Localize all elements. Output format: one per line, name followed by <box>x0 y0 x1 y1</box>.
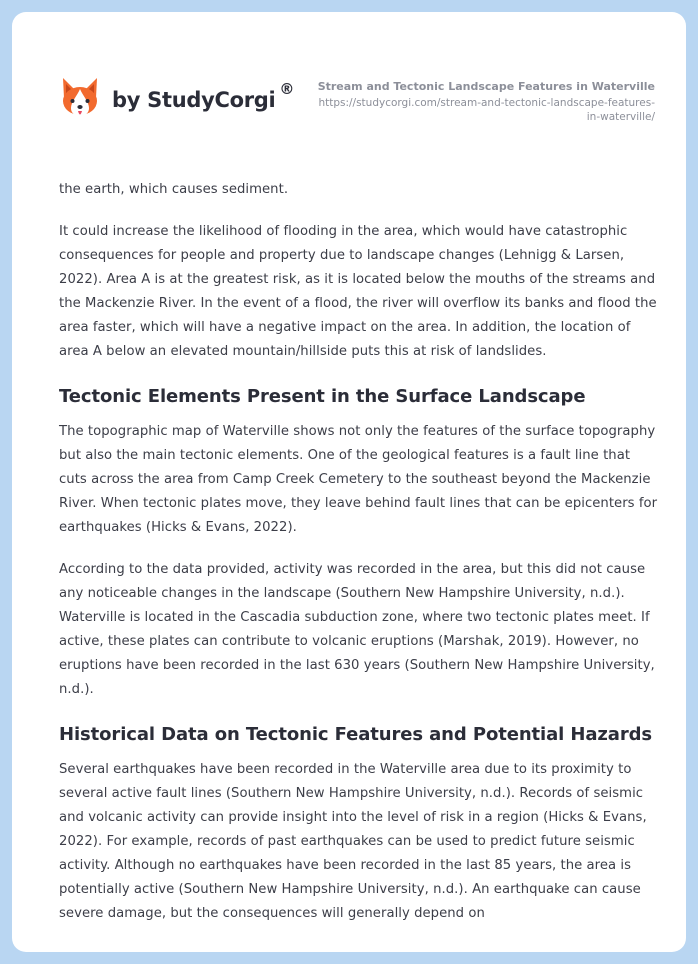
section-heading: Tectonic Elements Present in the Surface Landscape <box>59 386 586 407</box>
page-header <box>12 12 686 162</box>
document-card <box>12 12 686 952</box>
section-heading: Historical Data on Tectonic Features and Potential Hazards <box>59 724 652 745</box>
paragraph: Several earthquakes have been recorded in the Waterville area due to its proximity to several active fault lines (Southern New Hampshire University, n.d.). Records of seismic and volcanic activity can provide insight into the level of risk in a region (Hicks & Evans, 2022). For example, records of past earthquakes can be used to predict future seismic activity. Although no earthquakes have been recorded in the last 85 years, the area is potentially active (Southern New Hampshire University, n.d.). An earthquake can cause severe damage, but the consequences will generally depend on <box>59 762 647 921</box>
studycorgi-logo[interactable] <box>60 76 294 120</box>
corgi-logo-icon <box>60 76 100 120</box>
document-meta <box>315 80 655 124</box>
paragraph: It could increase the likelihood of flooding in the area, which would have catastrophic consequences for people and property due to landscape changes (Lehnigg & Larsen, 2022). Area A is at the greatest risk, as it is located below the mouths of the streams and the Mackenzie River. In the event of a flood, the river will overflow its banks and flood the area faster, which will have a negative impact on the area. In addition, the location of area A below an elevated mountain/hillside puts this at risk of landslides. <box>59 224 657 359</box>
registered-mark: ® <box>279 80 295 98</box>
document-url[interactable]: https://studycorgi.com/stream-and-tectonic-landscape-features-in-waterville/ <box>318 97 655 123</box>
paragraph: the earth, which causes sediment. <box>59 182 289 197</box>
article-body <box>59 178 659 944</box>
document-title: Stream and Tectonic Landscape Features in Waterville <box>317 80 655 93</box>
brand-name: by StudyCorgi ® <box>112 80 295 112</box>
paragraph: The topographic map of Waterville shows not only the features of the surface topography but also the main tectonic elements. One of the geological features is a fault line that cuts across the area from Camp Creek Cemetery to the southeast beyond the Mackenzie River. When tectonic plates move, they leave behind fault lines that can be epicenters for earthquakes (Hicks & Evans, 2022). <box>59 424 658 535</box>
paragraph: According to the data provided, activity was recorded in the area, but this did not cause any noticeable changes in the landscape (Southern New Hampshire University, n.d.). Waterville is located in the Cascadia subduction zone, where two tectonic plates meet. If active, these plates can contribute to volcanic eruptions (Marshak, 2019). However, no eruptions have been recorded in the last 630 years (Southern New Hampshire University, n.d.). <box>59 562 655 697</box>
